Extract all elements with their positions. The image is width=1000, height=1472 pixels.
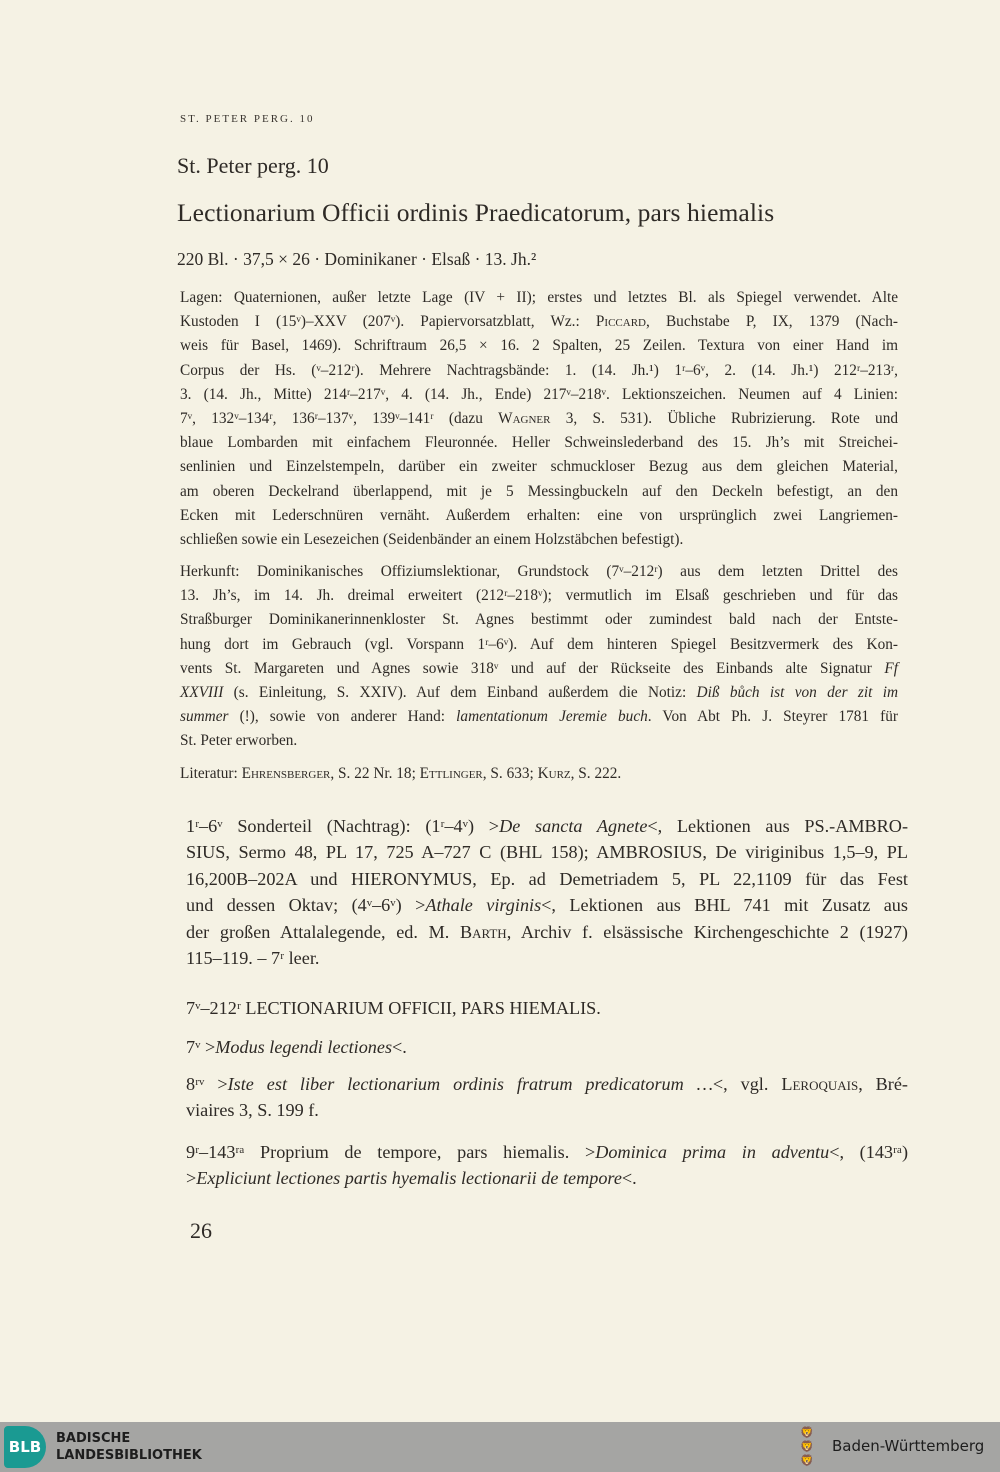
small-caps-name: Ettlinger bbox=[419, 765, 483, 782]
text-line bbox=[180, 705, 898, 729]
text-line bbox=[180, 334, 898, 358]
text-segment: viaires 3, S. 199 f. bbox=[186, 1100, 319, 1121]
library-name-line1: BADISCHE bbox=[56, 1431, 131, 1446]
text-segment: <. bbox=[621, 1168, 637, 1189]
text-segment: Straßburger Dominikanerinnenkloster St. Agnes bestimmt oder zumindest bald nach der Entste- bbox=[180, 611, 898, 629]
text-segment: 3, S. 531). Übliche Rubrizierung. Rote und bbox=[550, 409, 898, 427]
text-line bbox=[180, 310, 898, 334]
text-line bbox=[180, 504, 898, 528]
text-line bbox=[186, 813, 908, 839]
text-line bbox=[180, 480, 898, 504]
small-caps-name: Piccard bbox=[595, 313, 646, 331]
text-segment: und dessen Oktav; (4ᵛ–6ᵛ) > bbox=[186, 895, 426, 916]
italic-text: Modus legendi lectiones bbox=[215, 1037, 393, 1057]
text-line bbox=[186, 1139, 908, 1165]
contents-entry bbox=[186, 813, 908, 971]
text-line bbox=[180, 762, 898, 786]
text-line bbox=[180, 729, 898, 753]
italic-text: Iste est liber lectionarium ordinis fratrum predicatorum … bbox=[227, 1074, 713, 1094]
text-line bbox=[186, 866, 908, 892]
text-segment: blaue Lombarden mit einfachem Fleuronnée. Heller Schweinslederband des 15. Jh’s mit Streichei- bbox=[180, 434, 898, 452]
text-line bbox=[186, 919, 908, 945]
italic-text: Diß bůch ist von der zit im bbox=[696, 683, 898, 701]
italic-text: Athale virginis bbox=[425, 895, 542, 916]
text-segment: <. bbox=[392, 1037, 407, 1057]
italic-text: lamentationum Jeremie buch bbox=[456, 708, 648, 726]
small-caps-name: Barth bbox=[459, 921, 507, 942]
text-segment: Literatur: bbox=[180, 765, 242, 782]
small-caps-name: Ehrensberger bbox=[241, 765, 331, 782]
text-segment: (!), sowie von anderer Hand: bbox=[228, 708, 457, 726]
text-segment: Corpus der Hs. (ᵛ–212ʳ). Mehrere Nachtragsbände: 1. (14. Jh.¹) 1ʳ–6ᵛ, 2. (14. Jh.¹) 212ʳ–213ʳ, bbox=[180, 361, 898, 379]
text-line bbox=[180, 608, 898, 632]
text-line bbox=[180, 455, 898, 479]
manuscript-summary: 220 Bl. · 37,5 × 26 · Dominikaner · Elsaß · 13. Jh.² bbox=[177, 249, 537, 269]
text-line bbox=[180, 431, 898, 455]
text-segment: , S. 22 Nr. 18; bbox=[330, 765, 420, 782]
text-segment: , S. 222. bbox=[570, 765, 622, 782]
shelfmark: St. Peter perg. 10 bbox=[177, 153, 329, 178]
text-line bbox=[180, 407, 898, 431]
page-title: Lectionarium Officii ordinis Praedicatorum, pars hiemalis bbox=[177, 198, 775, 227]
text-line bbox=[180, 681, 898, 705]
text-line bbox=[180, 528, 898, 552]
text-line bbox=[186, 1071, 908, 1097]
text-segment: 7ᵛ > bbox=[186, 1037, 216, 1057]
text-segment: vents St. Margareten und Agnes sowie 318ᵛ und auf der Rückseite des Einbands alte Signatur bbox=[180, 659, 885, 677]
italic-text: Dominica prima in adventu bbox=[595, 1142, 830, 1162]
running-head: ST. PETER PERG. 10 bbox=[180, 113, 315, 125]
italic-text: Expliciunt lectiones partis hyemalis lectionarii de tempore bbox=[196, 1168, 622, 1189]
italic-text: Ff bbox=[884, 659, 898, 677]
small-caps-name: Wagner bbox=[498, 409, 551, 427]
text-segment: Ecken mit Lederschnüren vernäht. Außerdem erhalten: eine von ursprünglich zwei Langriemen- bbox=[180, 506, 898, 524]
text-segment: 3. (14. Jh., Mitte) 214ʳ–217ᵛ, 4. (14. Jh., Ende) 217ᵛ–218ᵛ. Lektionszeichen. Neumen auf 4 Linien: bbox=[180, 385, 898, 403]
library-name[interactable] bbox=[56, 1430, 202, 1464]
text-segment: , Buchstabe P, IX, 1379 (Nach- bbox=[646, 313, 898, 331]
text-line bbox=[186, 839, 908, 865]
text-segment: <, (143ʳᵃ) bbox=[829, 1142, 908, 1162]
text-segment: am oberen Deckelrand überlappend, mit je 5 Messingbuckeln auf den Deckeln befestigt, an den bbox=[180, 482, 898, 500]
small-caps-name: Kurz bbox=[537, 765, 571, 782]
provenance-paragraph bbox=[180, 560, 898, 754]
text-segment: weis für Basel, 1469). Schriftraum 26,5 × 16. 2 Spalten, 25 Zeilen. Textura von einer Hand im bbox=[180, 337, 898, 355]
text-line bbox=[180, 657, 898, 681]
contents-entry bbox=[186, 1071, 908, 1124]
literature-paragraph bbox=[180, 762, 898, 786]
text-line bbox=[186, 892, 908, 918]
italic-text: XXVIII bbox=[180, 683, 224, 701]
library-name-line2: LANDESBIBLIOTHEK bbox=[56, 1448, 202, 1463]
text-segment: Kustoden I (15ᵛ)–XXV (207ᵛ). Papiervorsatzblatt, Wz.: bbox=[180, 313, 596, 331]
text-segment: Lagen: Quaternionen, außer letzte Lage (IV + II); erstes und letztes Bl. als Spiegel verwendet. Alte bbox=[180, 289, 898, 306]
text-line bbox=[186, 1097, 908, 1123]
italic-text: summer bbox=[180, 708, 229, 726]
text-line bbox=[180, 560, 898, 584]
contents-entry bbox=[186, 1034, 908, 1060]
text-segment: 16,200B–202A und HIERONYMUS, Ep. ad Demetriadem 5, PL 22,1109 für das Fest bbox=[186, 868, 908, 889]
state-name[interactable]: Baden-Württemberg bbox=[832, 1437, 985, 1455]
text-line bbox=[180, 584, 898, 608]
text-segment: <, vgl. bbox=[712, 1074, 782, 1094]
contents-entry bbox=[186, 1139, 908, 1192]
text-segment: 9ʳ–143ʳᵃ Proprium de tempore, pars hiemalis. > bbox=[186, 1142, 596, 1162]
text-segment: <, Lektionen aus PS.-AMBRO- bbox=[647, 816, 908, 836]
text-line bbox=[186, 945, 908, 971]
text-segment: 115–119. – 7ʳ leer. bbox=[186, 947, 320, 968]
text-segment: senlinien und Einzelstempeln, darüber ein zweiter schmuckloser Bezug aus dem gleichen Material, bbox=[180, 458, 898, 476]
coat-of-arms-lions-icon: 🦁 🦁 🦁 bbox=[800, 1427, 814, 1467]
text-line bbox=[186, 995, 908, 1021]
text-segment: <, Lektionen aus BHL 741 mit Zusatz aus bbox=[541, 895, 908, 916]
text-line bbox=[180, 359, 898, 383]
text-segment: St. Peter erworben. bbox=[180, 732, 298, 750]
text-segment: Herkunft: Dominikanisches Offiziumslektionar, Grundstock (7ᵛ–212ʳ) aus dem letzten Drittel des bbox=[180, 563, 898, 580]
text-segment: 7ᵛ, 132ᵛ–134ʳ, 136ʳ–137ᵛ, 139ᵛ–141ʳ (dazu bbox=[180, 409, 499, 427]
text-segment: 7ᵛ–212ʳ LECTIONARIUM OFFICII, PARS HIEMALIS. bbox=[186, 998, 601, 1018]
contents-section-heading bbox=[186, 995, 908, 1021]
text-segment: > bbox=[186, 1168, 197, 1189]
text-segment: , S. 633; bbox=[482, 765, 538, 782]
text-segment: hung dort im Gebrauch (vgl. Vorspann 1ʳ–6ᵛ). Auf dem hinteren Spiegel Besitzvermerk des Kon- bbox=[180, 635, 898, 653]
text-segment: (s. Einleitung, S. XXIV). Auf dem Einband außerdem die Notiz: bbox=[223, 683, 697, 701]
text-line bbox=[186, 1165, 908, 1191]
text-segment: , Bré- bbox=[858, 1074, 908, 1094]
text-segment: schließen sowie ein Lesezeichen (Seidenbänder an einem Holzstäbchen befestigt). bbox=[180, 530, 684, 548]
text-segment: 13. Jh’s, im 14. Jh. dreimal erweitert (212ʳ–218ᵛ); vermutlich im Elsaß geschrieben und für das bbox=[180, 587, 898, 605]
text-line bbox=[186, 1034, 908, 1060]
blb-logo[interactable]: BLB bbox=[4, 1426, 46, 1468]
text-segment: der großen Attalalegende, ed. M. bbox=[186, 921, 460, 942]
text-segment: SIUS, Sermo 48, PL 17, 725 A–727 C (BHL 158); AMBROSIUS, De viriginibus 1,5–9, PL bbox=[186, 842, 908, 863]
page-number: 26 bbox=[190, 1218, 212, 1243]
small-caps-name: Leroquais bbox=[781, 1074, 859, 1094]
footer-bar bbox=[0, 1422, 1000, 1472]
codicology-paragraph bbox=[180, 286, 898, 552]
text-segment: 1ʳ–6ᵛ Sonderteil (Nachtrag): (1ʳ–4ᵛ) > bbox=[186, 816, 500, 836]
text-line bbox=[180, 633, 898, 657]
text-segment: . Von Abt Ph. J. Steyrer 1781 für bbox=[647, 708, 899, 726]
text-segment: , Archiv f. elsässische Kirchengeschichte 2 (1927) bbox=[506, 921, 908, 942]
text-line bbox=[180, 286, 898, 310]
text-segment: 8ʳᵛ > bbox=[186, 1074, 228, 1094]
italic-text: De sancta Agnete bbox=[499, 816, 648, 836]
text-line bbox=[180, 383, 898, 407]
